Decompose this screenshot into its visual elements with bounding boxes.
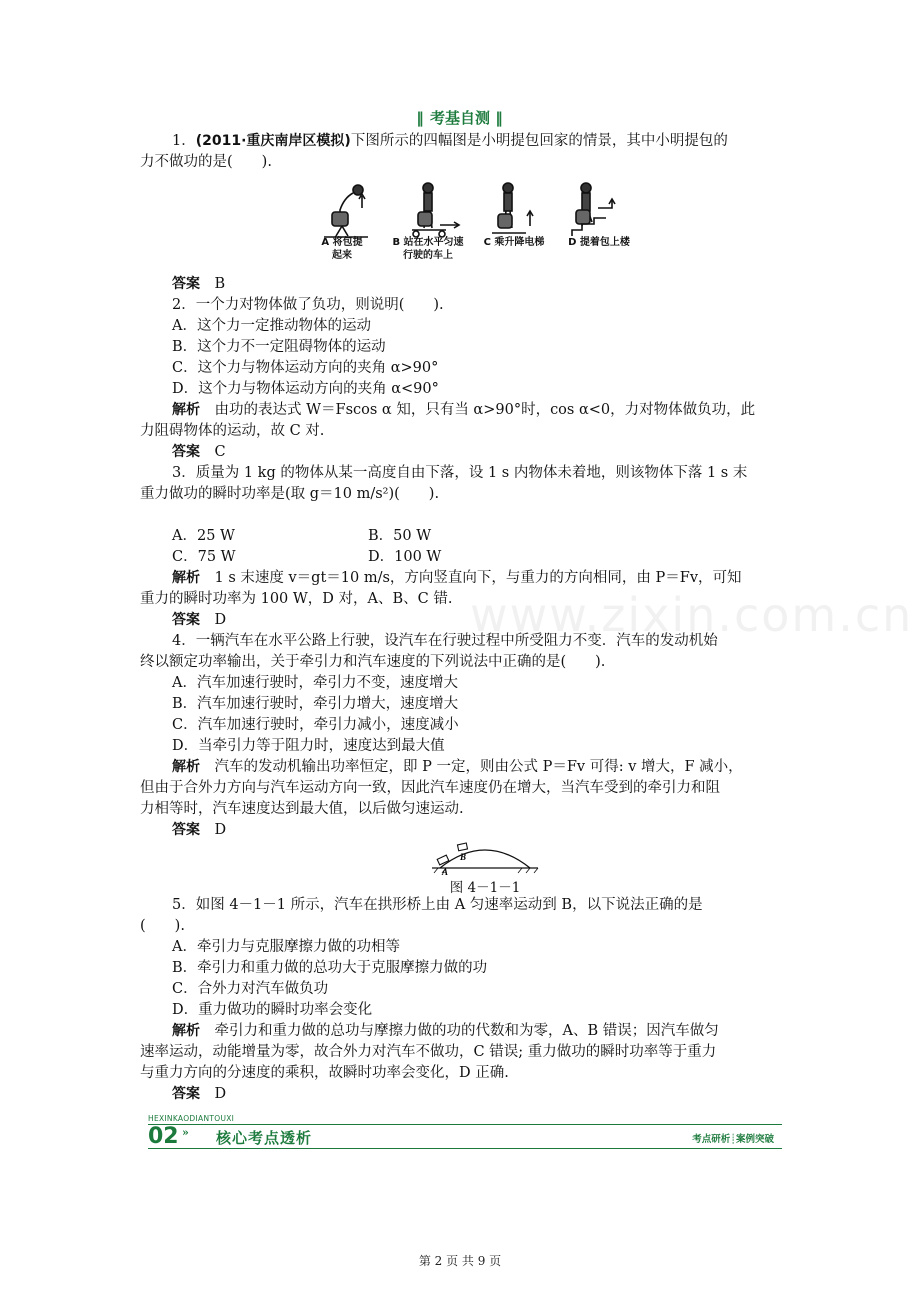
question-1: [140, 131, 782, 173]
q1-figure: [320, 178, 650, 268]
section-title: [0, 107, 920, 128]
q2-analysis-2: 力阻碍物体的运动，故 C 对.: [140, 423, 325, 439]
q3-options-row-2: [140, 547, 782, 568]
q5-stem-1: 5．如图 4－1－1 所示，汽车在拱形桥上由 A 匀速率运动到 B，以下说法正确的是: [172, 897, 703, 913]
q4-analysis-2: 但由于合外力方向与汽车运动方向一致，因此汽车速度仍在增大，当汽车受到的牵引力和阻: [140, 780, 720, 796]
section-title-text: 考基自测: [429, 109, 490, 127]
bridge-label-b: B: [460, 852, 467, 862]
q4-stem-2: 终以额定功率输出，关于牵引力和汽车速度的下列说法中正确的是( ).: [140, 654, 606, 670]
q3-stem-1: 3．质量为 1 kg 的物体从某一高度自由下落，设 1 s 内物体未着地，则该物体下落 1 s 末: [172, 465, 748, 481]
q4-stem-1: 4．一辆汽车在水平公路上行驶，设汽车在行驶过程中所受阻力不变．汽车的发动机始: [172, 633, 718, 649]
q3-spacer: [140, 505, 782, 526]
q4-option-d: D．当牵引力等于阻力时，速度达到最大值: [172, 738, 445, 754]
q1-line-2: 力不做功的是( ).: [140, 154, 272, 170]
q1-source: (2011·重庆南岸区模拟): [195, 133, 351, 149]
q5-option-b: B．牵引力和重力做的总功大于克服摩擦力做的功: [172, 960, 488, 976]
q5-stem-2: ( ).: [140, 918, 185, 934]
q1-answer: 答案 B: [172, 276, 226, 292]
q5-option-a: A．牵引力与克服摩擦力做的功相等: [172, 939, 400, 955]
q5-option-d: D．重力做功的瞬时功率会变化: [172, 1002, 373, 1018]
q2-analysis-1: 解析 由功的表达式 W＝Fscos α 知，只有当 α>90°时，cos α<0，力对物体做负功，此: [172, 402, 756, 418]
title-bar-left: ‖: [416, 109, 425, 127]
figure-c-caption: C 乘升降电梯: [483, 237, 545, 248]
q4-analysis-3: 力相等时，汽车速度达到最大值，以后做匀速运动.: [140, 801, 464, 817]
q2-option-b: B．这个力不一定阻碍物体的运动: [172, 339, 386, 355]
figure-c-person: [492, 183, 533, 233]
title-bar-right: ‖: [495, 109, 504, 127]
q5-figure-caption: 图 4－1－1: [449, 880, 521, 896]
q5-analysis-3: 与重力方向的分速度的乘积，故瞬时功率会变化，D 正确.: [140, 1065, 509, 1081]
q5-analysis-1: 解析 牵引力和重力做的总功与摩擦力做的功的代数和为零，A、B 错误；因汽车做匀: [172, 1023, 719, 1039]
figure-a-person: [324, 185, 368, 237]
q3-stem-2: 重力做功的瞬时功率是(取 g＝10 m/s²)( ).: [140, 486, 440, 502]
q4-option-c: C．汽车加速行驶时，牵引力减小，速度减小: [172, 717, 459, 733]
q1-answer-block: [140, 274, 782, 841]
q2-option-c: C．这个力与物体运动方向的夹角 α>90°: [172, 360, 439, 376]
watermark: www.zixin.com.cn: [470, 588, 914, 642]
q3-option-d: D．100 W: [368, 549, 442, 565]
q3-option-b: B．50 W: [368, 528, 432, 544]
q3-analysis-2: 重力的瞬时功率为 100 W，D 对，A、B、C 错.: [140, 591, 453, 607]
q4-option-b: B．汽车加速行驶时，牵引力增大，速度增大: [172, 696, 459, 712]
q1-illustrations: [320, 178, 650, 240]
section-code: HEXINKAODIANTOUXI: [148, 1114, 235, 1123]
q3-options-row-1: [140, 526, 782, 547]
next-section-banner: [148, 1114, 782, 1148]
q3-analysis-1: 解析 1 s 末速度 v＝gt＝10 m/s，方向竖直向下，与重力的方向相同，由 P＝Fv，可知: [172, 570, 742, 586]
q2-answer: 答案 C: [172, 444, 226, 460]
banner-bottom-line: [148, 1148, 782, 1149]
figure-d-caption: D 提着包上楼: [568, 237, 630, 248]
q1-line-1: 1．(2011·重庆南岸区模拟)下图所示的四幅图是小明提包回家的情景，其中小明提包的: [172, 133, 728, 149]
q4-analysis-1: 解析 汽车的发动机输出功率恒定，即 P 一定，则由公式 P＝Fv 可得: v 增大，F 减小，: [172, 759, 743, 775]
q2-option-d: D．这个力与物体运动方向的夹角 α<90°: [172, 381, 439, 397]
q5-analysis-2: 速率运动，动能增量为零，故合外力对汽车不做功，C 错误; 重力做功的瞬时功率等于重力: [140, 1044, 717, 1060]
section-tagline: 考点研析┊案例突破: [692, 1134, 774, 1145]
banner-top-line: [148, 1124, 782, 1125]
question-5: [140, 895, 782, 1105]
q3-answer: 答案 D: [172, 612, 227, 628]
q5-answer: 答案 D: [172, 1086, 227, 1102]
figure-d-person: [572, 183, 615, 236]
section-number: 02: [148, 1124, 179, 1149]
q5-option-c: C．合外力对汽车做负功: [172, 981, 329, 997]
q2-stem: 2．一个力对物体做了负功，则说明( ).: [172, 297, 444, 313]
q3-option-c: C．75 W: [172, 549, 236, 565]
q4-answer: 答案 D: [172, 822, 227, 838]
figure-a-caption: A 将包提 起来: [321, 237, 363, 261]
figure-b-person: [412, 183, 459, 237]
q5-bridge-figure: [430, 838, 540, 878]
figure-b-caption: B 站在水平匀速 行驶的车上: [392, 237, 464, 261]
section-heading: 核心考点透析: [216, 1129, 313, 1147]
bridge-label-a: A: [442, 867, 449, 877]
q2-option-a: A．这个力一定推动物体的运动: [172, 318, 371, 334]
q3-option-a: A．25 W: [172, 528, 235, 544]
chevron-right-icon: »: [182, 1126, 189, 1139]
q4-option-a: A．汽车加速行驶时，牵引力不变，速度增大: [172, 675, 458, 691]
page-number: 第 2 页 共 9 页: [418, 1254, 502, 1268]
